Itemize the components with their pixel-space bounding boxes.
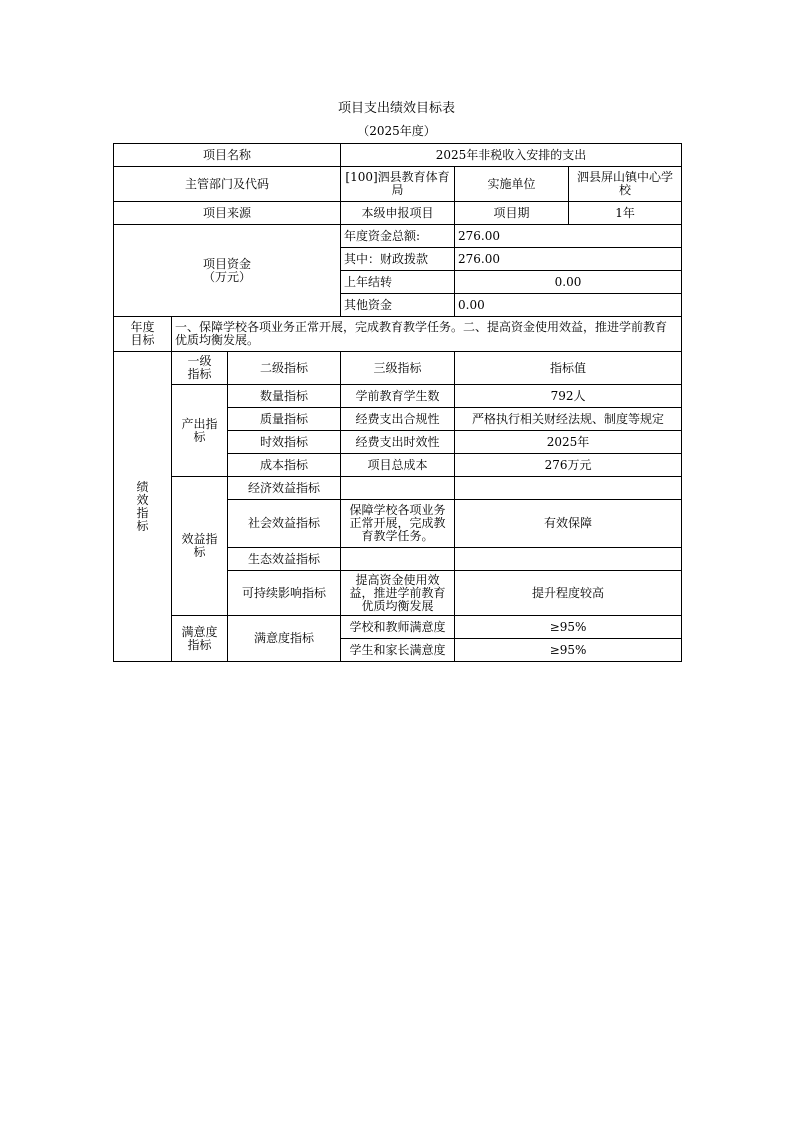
row-dept — [114, 167, 682, 202]
value-impl-unit: 泗县屏山镇中心学校 — [569, 167, 682, 202]
label-project-name: 项目名称 — [114, 144, 341, 167]
label-impl-unit: 实施单位 — [455, 167, 569, 202]
label-annual-total: 年度资金总额: — [341, 225, 455, 248]
label-dept: 主管部门及代码 — [114, 167, 341, 202]
value-project-name: 2025年非税收入安排的支出 — [341, 144, 682, 167]
label-satisfaction: 满意度 指标 — [172, 616, 228, 662]
label-benefit: 效益指 标 — [172, 477, 228, 616]
page-subtitle: （2025年度） — [357, 124, 436, 138]
label-goal: 年度 目标 — [114, 317, 172, 352]
cell-lvl3: 提高资金使用效益，推进学前教育优质均衡发展 — [341, 571, 455, 616]
cell-value — [455, 548, 682, 571]
label-output: 产出指 标 — [172, 385, 228, 477]
cell-value — [455, 477, 682, 500]
table-row — [114, 385, 682, 408]
cell-lvl2: 经济效益指标 — [228, 477, 341, 500]
cell-lvl3: 学前教育学生数 — [341, 385, 455, 408]
cell-lvl2: 质量指标 — [228, 408, 341, 431]
cell-value: 276万元 — [455, 454, 682, 477]
header-lvl2: 二级指标 — [228, 352, 341, 385]
cell-lvl3: 经费支出时效性 — [341, 431, 455, 454]
value-other: 0.00 — [455, 294, 682, 317]
value-period: 1年 — [569, 202, 682, 225]
cell-lvl2: 生态效益指标 — [228, 548, 341, 571]
cell-lvl3: 学生和家长满意度 — [341, 639, 455, 662]
value-fiscal: 276.00 — [455, 248, 682, 271]
cell-lvl3: 经费支出合规性 — [341, 408, 455, 431]
cell-value: 792人 — [455, 385, 682, 408]
label-fiscal: 其中：财政拨款 — [341, 248, 455, 271]
row-indicator-header — [114, 352, 682, 385]
cell-lvl3 — [341, 548, 455, 571]
cell-value: 提升程度较高 — [455, 571, 682, 616]
performance-table — [113, 143, 682, 662]
label-perf: 绩 效 指 标 — [114, 352, 172, 662]
row-source — [114, 202, 682, 225]
cell-value: ≥95% — [455, 639, 682, 662]
page-title: 项目支出绩效目标表 — [337, 101, 455, 116]
cell-lvl3: 学校和教师满意度 — [341, 616, 455, 639]
label-carryover: 上年结转 — [341, 271, 455, 294]
cell-value: 严格执行相关财经法规、制度等规定 — [455, 408, 682, 431]
value-dept: [100]泗县教育体育局 — [341, 167, 455, 202]
cell-lvl3 — [341, 477, 455, 500]
header-value: 指标值 — [455, 352, 682, 385]
cell-lvl2: 数量指标 — [228, 385, 341, 408]
header-lvl1: 一级 指标 — [172, 352, 228, 385]
cell-lvl3: 项目总成本 — [341, 454, 455, 477]
label-period: 项目期 — [455, 202, 569, 225]
cell-lvl2: 满意度指标 — [228, 616, 341, 662]
table-row — [114, 477, 682, 500]
value-goal: 一、保障学校各项业务正常开展，完成教育教学任务。二、提高资金使用效益，推进学前教育优质均衡发展。 — [172, 317, 682, 352]
cell-value: 有效保障 — [455, 500, 682, 548]
header-lvl3: 三级指标 — [341, 352, 455, 385]
cell-lvl2: 可持续影响指标 — [228, 571, 341, 616]
row-fund-total — [114, 225, 682, 248]
label-other: 其他资金 — [341, 294, 455, 317]
cell-lvl2: 社会效益指标 — [228, 500, 341, 548]
value-source: 本级申报项目 — [341, 202, 455, 225]
cell-lvl3: 保障学校各项业务正常开展，完成教育教学任务。 — [341, 500, 455, 548]
value-carryover: 0.00 — [455, 271, 682, 294]
label-source: 项目来源 — [114, 202, 341, 225]
row-project-name — [114, 144, 682, 167]
table-row — [114, 616, 682, 639]
row-goal — [114, 317, 682, 352]
cell-value: 2025年 — [455, 431, 682, 454]
cell-lvl2: 成本指标 — [228, 454, 341, 477]
label-funds: 项目资金 （万元） — [114, 225, 341, 317]
value-annual-total: 276.00 — [455, 225, 682, 248]
cell-value: ≥95% — [455, 616, 682, 639]
cell-lvl2: 时效指标 — [228, 431, 341, 454]
